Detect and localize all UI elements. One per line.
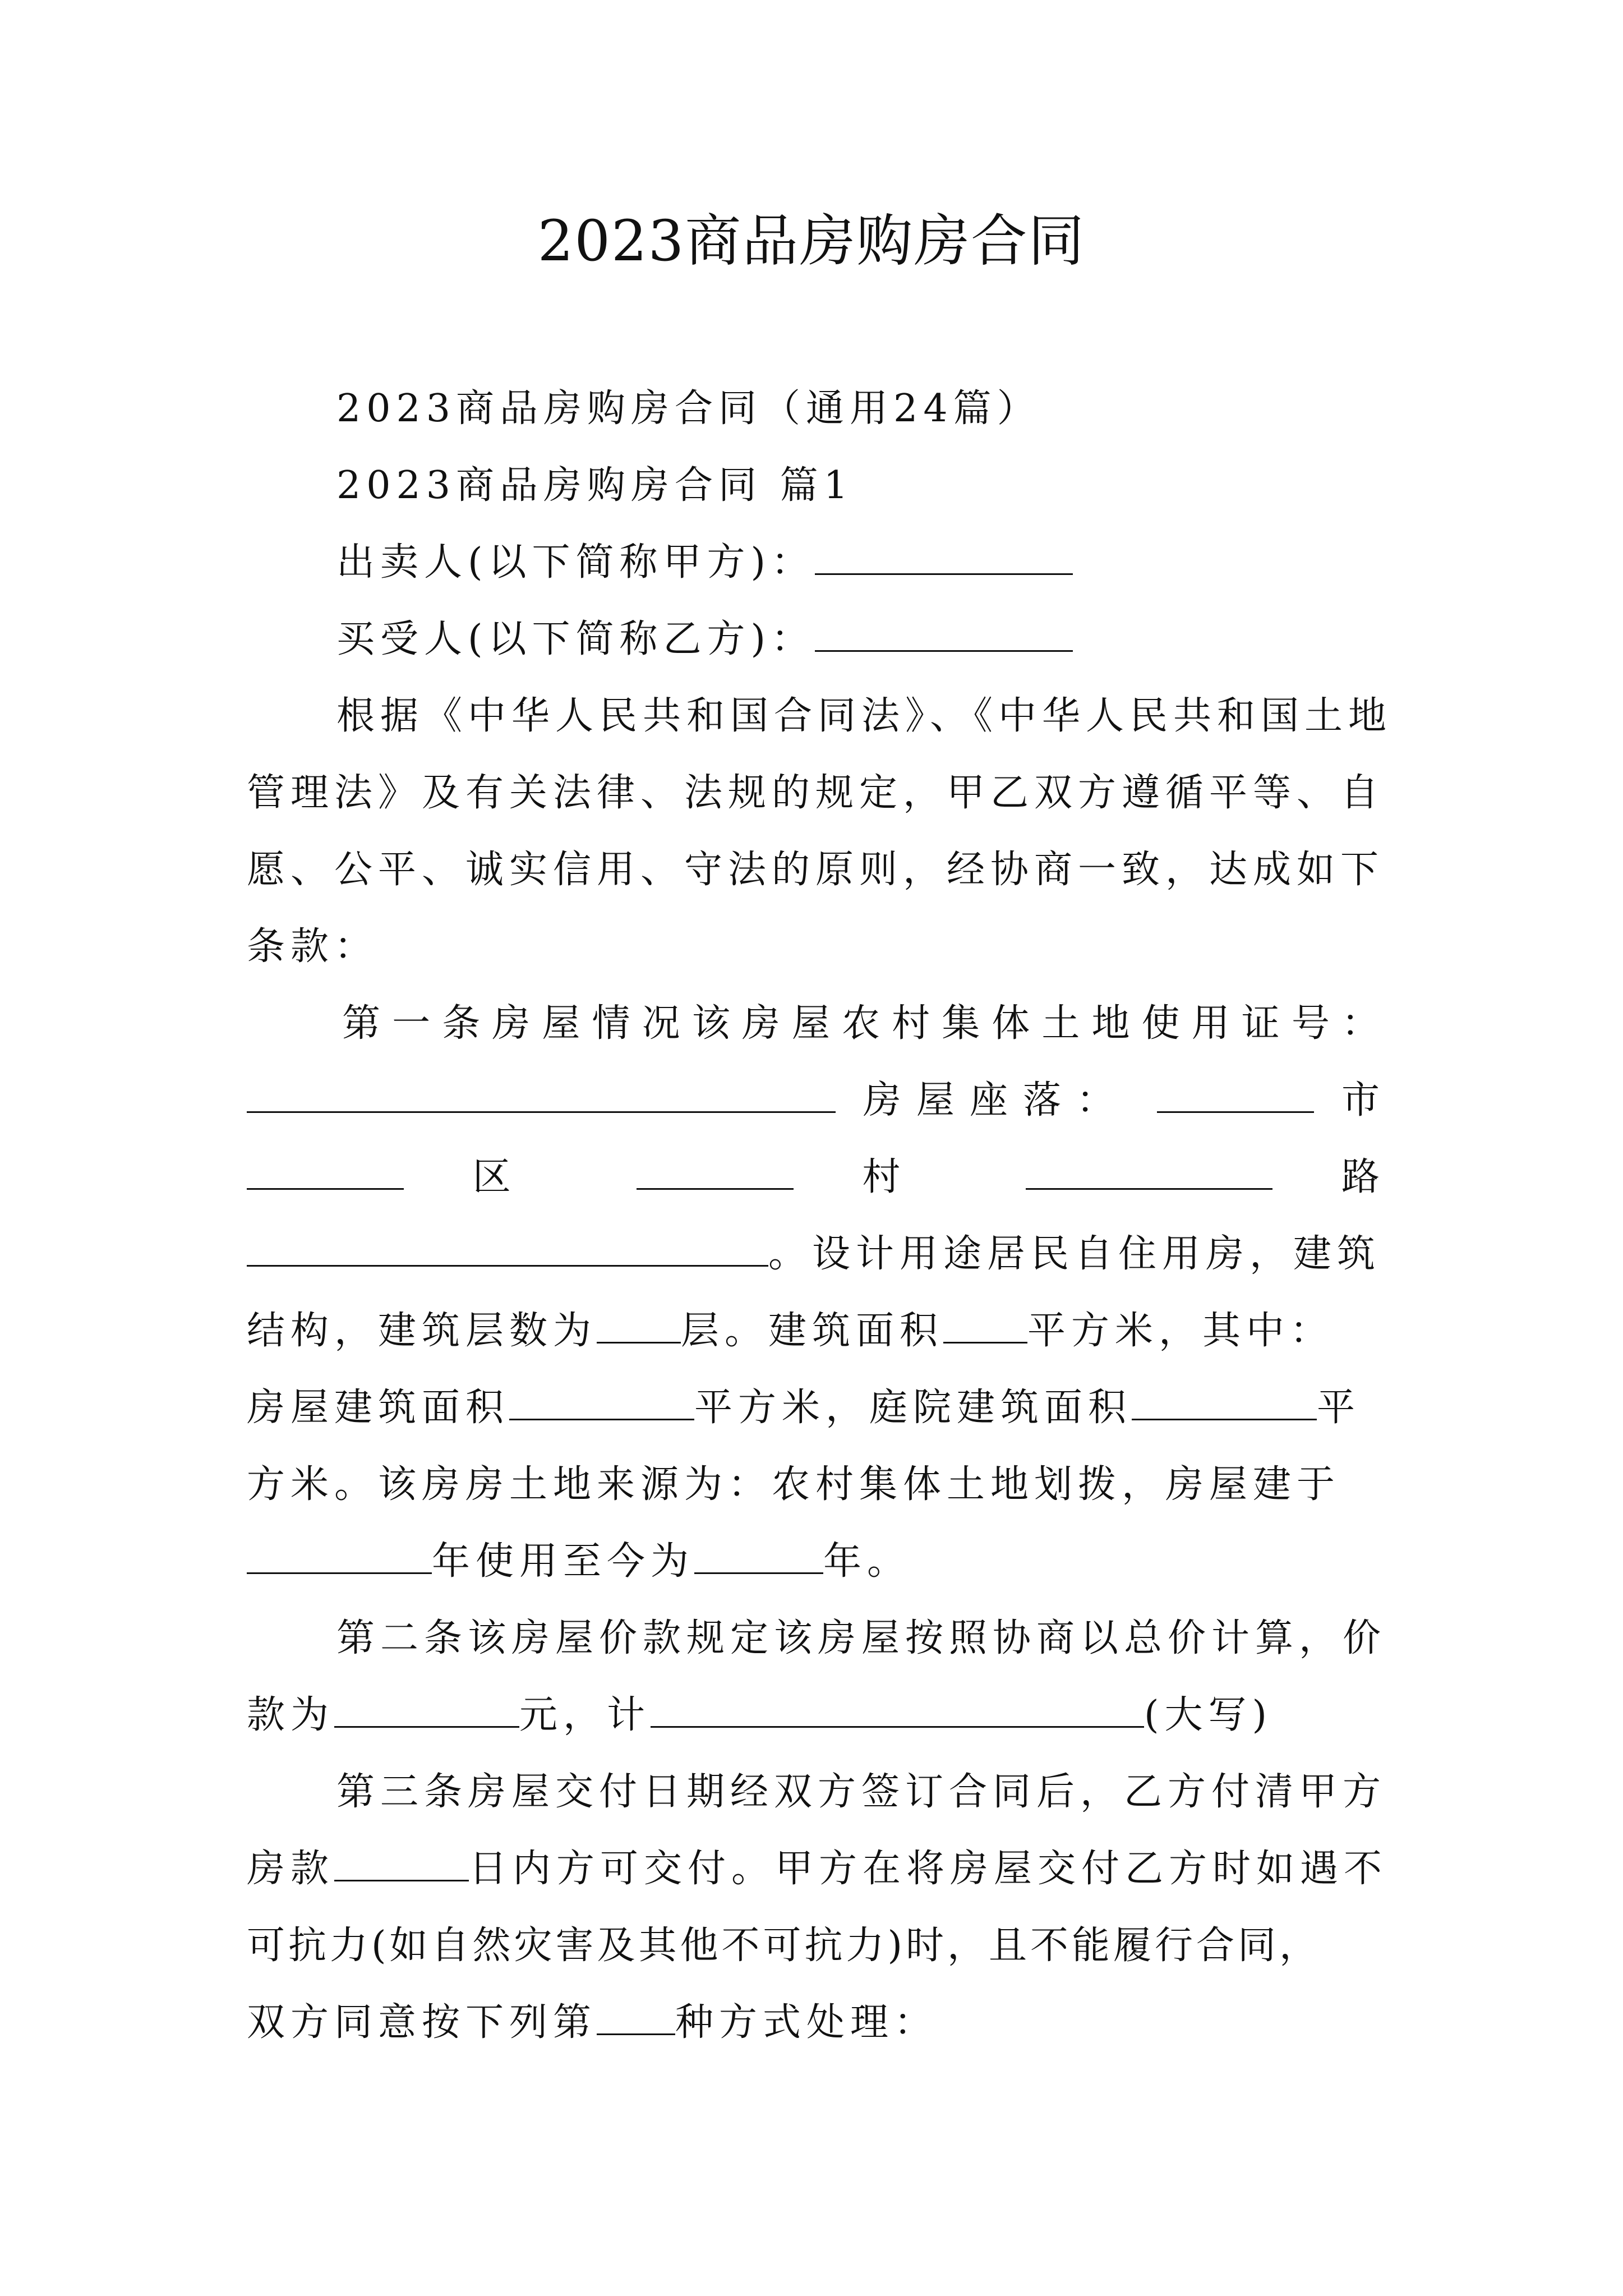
article2-line-1: 第二条该房屋价款规定该房屋按照协商以总价计算，价	[336, 1616, 1387, 1660]
capital-text: (大写)	[1144, 1693, 1273, 1737]
house-location-label: 房屋座落：	[863, 1078, 1130, 1122]
years-blank	[694, 1539, 823, 1574]
yard-area-blank	[1132, 1385, 1317, 1420]
payment-suffix: 日内方可交付。甲方在将房屋交付乙方时如遇不	[469, 1847, 1388, 1891]
district-label: 区	[472, 1155, 568, 1199]
article1-line-4	[247, 1216, 1385, 1292]
article1-heading: 第一条房屋情况该房屋农村集体土地使用证号：	[342, 1001, 1385, 1046]
year-end-text: 年。	[823, 1539, 911, 1584]
document-body	[247, 370, 1393, 2061]
design-use: 。设计用途居民自住用房，建筑	[768, 1232, 1381, 1276]
year-used-text: 年使用至今为	[432, 1539, 695, 1584]
house-area-blank	[509, 1385, 694, 1420]
yuan-text: 元，计	[519, 1693, 651, 1737]
intro-line-1: 根据《中华人民共和国合同法》、《中华人民共和国土地	[336, 694, 1393, 738]
village-blank	[637, 1154, 794, 1190]
article1-line-5	[247, 1292, 1385, 1369]
floors-unit: 层。建筑面积	[681, 1309, 944, 1353]
section-heading: 2023商品房购房合同 篇1	[336, 463, 854, 508]
house-area-label: 房屋建筑面积	[247, 1386, 510, 1430]
article3-line-4	[247, 1984, 1385, 2061]
seller-line	[247, 524, 1385, 601]
address-blank	[247, 1231, 768, 1267]
village-label: 村	[862, 1155, 957, 1199]
sqm-among: 平方米，其中：	[1027, 1309, 1334, 1353]
road-label: 路	[1341, 1155, 1385, 1199]
ping-text: 平	[1317, 1386, 1361, 1430]
district-blank	[247, 1154, 404, 1190]
article1-line-7: 方米。该房房土地来源为：农村集体土地划拨，房屋建于	[247, 1462, 1341, 1507]
price-blank	[334, 1692, 519, 1728]
article1-line-6	[247, 1369, 1385, 1446]
method-suffix: 种方式处理：	[675, 2000, 938, 2045]
subtitle: 2023商品房购房合同（通用24篇）	[336, 386, 1041, 431]
city-label: 市	[1341, 1078, 1385, 1122]
certificate-number-blank	[247, 1078, 836, 1113]
area-blank	[943, 1308, 1027, 1343]
intro-line-3: 愿、公平、诚实信用、守法的原则，经协商一致，达成如下	[247, 848, 1385, 892]
floors-blank	[597, 1308, 681, 1343]
article2-line-2	[247, 1677, 1385, 1754]
built-year-blank	[247, 1539, 432, 1574]
buyer-line	[247, 601, 1385, 678]
road-blank	[1026, 1154, 1272, 1190]
article3-line-1: 第三条房屋交付日期经双方签订合同后，乙方付清甲方	[336, 1770, 1387, 1814]
article1-line-3	[247, 1139, 1385, 1216]
article1-line-2	[247, 1062, 1385, 1139]
intro-line-2: 管理法》及有关法律、法规的规定，甲乙双方遵循平等、自	[247, 771, 1385, 815]
payment-prefix: 房款	[247, 1847, 335, 1891]
article3-line-2	[247, 1830, 1388, 1907]
article3-line-3: 可抗力(如自然灾害及其他不可抗力)时，且不能履行合同，	[247, 1924, 1321, 1968]
seller-blank	[815, 540, 1073, 575]
buyer-blank	[815, 616, 1073, 652]
intro-line-4: 条款：	[247, 924, 379, 969]
yard-area-label: 平方米，庭院建筑面积	[694, 1386, 1132, 1430]
seller-label: 出卖人(以下简称甲方)：	[336, 540, 815, 585]
buyer-label: 买受人(以下简称乙方)：	[336, 617, 815, 661]
method-blank	[597, 2000, 675, 2035]
structure-text: 结构，建筑层数为	[247, 1309, 597, 1353]
payment-days-blank	[334, 1846, 469, 1881]
article1-line-1	[247, 985, 1385, 1062]
document-title: 2023商品房购房合同	[537, 208, 1086, 274]
article1-line-8	[247, 1523, 1385, 1600]
method-prefix: 双方同意按下列第	[247, 2000, 597, 2045]
city-blank	[1157, 1078, 1314, 1113]
capital-price-blank	[651, 1692, 1144, 1728]
price-prefix: 款为	[247, 1693, 335, 1737]
